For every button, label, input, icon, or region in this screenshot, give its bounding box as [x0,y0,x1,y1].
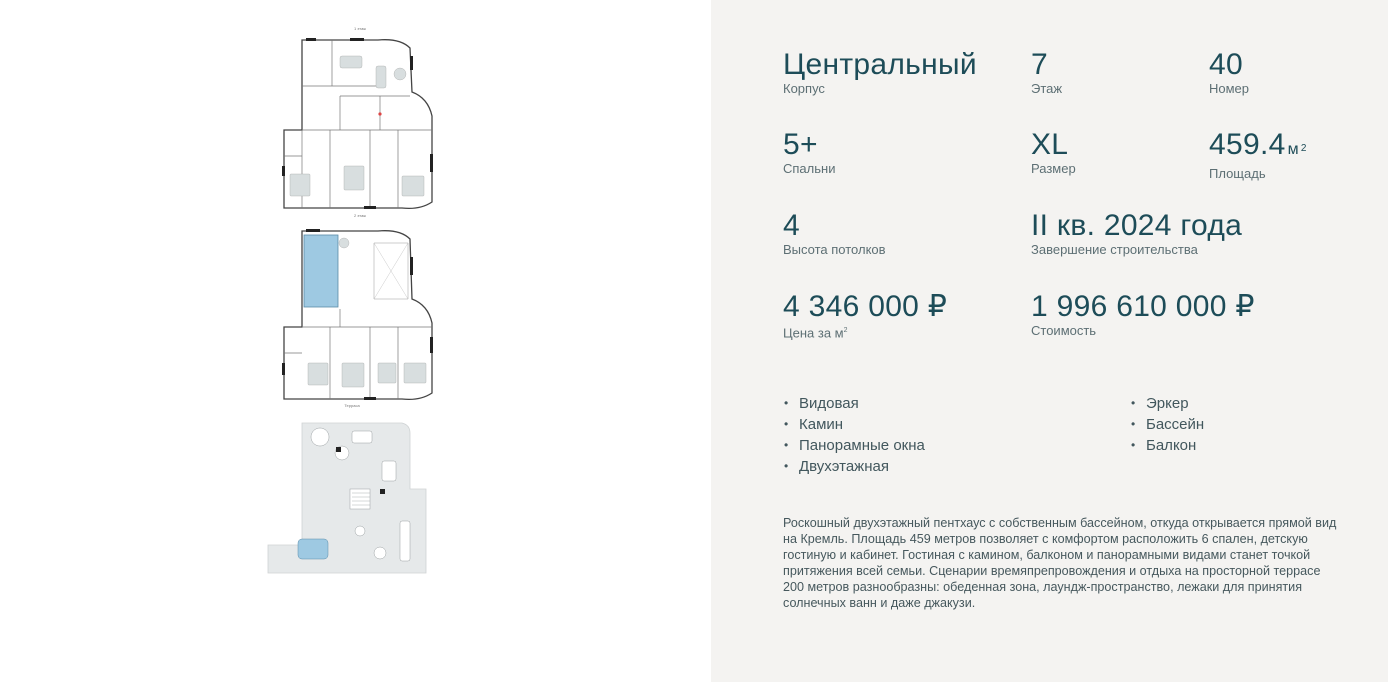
stat-completion [1031,209,1242,258]
stat-number-label: Номер [1209,81,1250,96]
feature-item: • Камин [783,414,925,435]
stat-size-value: XL [1031,128,1069,161]
terrace-plan[interactable] [262,403,442,583]
stat-bedrooms [783,128,835,177]
stat-price-value: 1 996 610 000 ₽ [1031,290,1255,323]
stat-building-label: Корпус [783,81,825,96]
stat-area-label: Площадь [1209,166,1266,181]
stat-ceiling-value: 4 [783,209,800,242]
terrace-plan-caption: Терраса [344,403,360,408]
stat-floor-value: 7 [1031,48,1048,81]
terrace-plan-drawing [262,403,442,583]
stat-completion-label: Завершение строительства [1031,242,1198,257]
feature-item: • Бассейн [1130,414,1204,435]
stat-ceiling [783,209,886,258]
floor-plan-1[interactable] [280,26,440,216]
stat-size-label: Размер [1031,161,1076,176]
feature-item: • Эркер [1130,393,1204,414]
stat-bedrooms-value: 5+ [783,128,818,161]
stat-price-per-m-label-row [783,323,947,341]
stat-area [1209,128,1307,182]
stat-bedrooms-label: Спальни [783,161,836,176]
feature-item: • Балкон [1130,435,1204,456]
feature-item: • Двухэтажная [783,456,925,477]
stat-price-per-m-label: Цена за м [783,325,844,341]
stat-price-label: Стоимость [1031,323,1097,338]
stat-size [1031,128,1076,177]
stat-price [1031,290,1255,339]
features-list-right [1130,393,1204,456]
stat-area-unit: м [1287,141,1299,158]
floor-plan-2-drawing [280,213,440,403]
stat-building-value: Центральный [783,48,977,81]
floor-plan-2[interactable] [280,213,440,403]
stat-floor [1031,48,1062,97]
stat-price-per-m-value: 4 346 000 ₽ [783,290,948,323]
stat-number-value: 40 [1209,48,1243,81]
stat-ceiling-label: Высота потолков [783,242,886,257]
stat-area-unit-sup: 2 [1300,143,1307,154]
feature-item: • Видовая [783,393,925,414]
stat-number [1209,48,1249,97]
stat-building [783,48,977,97]
floor-plan-1-caption: 1 этаж [354,26,366,31]
floor-plan-2-caption: 2 этаж [354,213,366,218]
stat-price-per-m-label-sup: 2 [843,327,848,334]
stat-floor-label: Этаж [1031,81,1063,96]
stat-area-value: 459.4 [1209,128,1286,161]
floor-plan-1-drawing [280,26,440,216]
stat-completion-value: II кв. 2024 года [1031,209,1243,242]
description-text: Роскошный двухэтажный пентхаус с собственным бассейном, откуда открывается прямой вид на Кремль. Площадь 459 метров позволяет с комфортом расположить 6 спален, детскую гостиную и кабинет. Гостиная с камином, балконом и панорамными видами станет точкой притяжения всей семьи. Сценарии времяпрепровождения и отдыха на просторной террасе 200 метров разнообразны: обеденная зона, лаундж-пространство, лежаки для принятия солнечных ванн и даже джакузи. [783,516,1337,610]
feature-item: • Панорамные окна [783,435,925,456]
features-list-left [783,393,925,477]
stat-price-per-m [783,290,947,341]
stat-area-value-row [1209,128,1307,167]
